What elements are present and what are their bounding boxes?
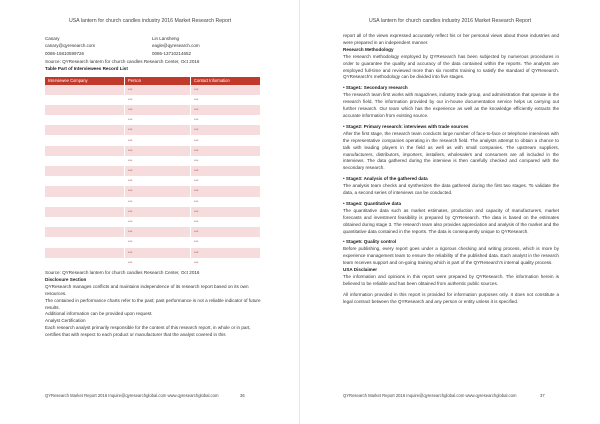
table-cell: *** bbox=[125, 227, 191, 237]
table-cell: *** bbox=[125, 197, 191, 207]
right-page-number: 37 bbox=[540, 393, 545, 398]
table-cell bbox=[45, 227, 125, 237]
table-row bbox=[45, 207, 261, 217]
stage-title: • Stage5: Quality control bbox=[343, 239, 397, 245]
table-cell bbox=[45, 135, 125, 145]
contact-phone: 0086-15810599726 bbox=[45, 50, 85, 56]
table-cell: *** bbox=[191, 248, 261, 258]
disclosure-paragraph: Each research analyst primarily responsible for the content of this research report, in whole or in part, certifies that with respect to each product or manufacturer that the analyst covered in this bbox=[45, 325, 251, 338]
disclosure-title: Disclosure Section bbox=[45, 276, 87, 282]
table-row bbox=[45, 125, 261, 135]
right-page-header: USA lantern for church candles industry 2016 Market Research Report bbox=[368, 18, 532, 24]
table-cell bbox=[45, 125, 125, 135]
table-cell: *** bbox=[191, 166, 261, 176]
table-cell bbox=[45, 186, 125, 196]
table-cell: *** bbox=[125, 237, 191, 247]
left-page-number: 36 bbox=[240, 393, 245, 398]
table-cell: *** bbox=[191, 95, 261, 105]
source-note bbox=[45, 59, 261, 73]
table-row bbox=[45, 166, 261, 176]
table-row bbox=[45, 85, 261, 95]
stage-text: The quantitative data such as market estimates, production and capacity of manufacturers, market forecasts and investment feasibility is prepared by QYResearch. The data is based on the estimates obtained during stage 3. The research team also provides appreciation and analysis of the market and the quantitative data contained in the reports. The data is consequently unique to QYResearch. bbox=[343, 207, 559, 234]
table-row bbox=[45, 227, 261, 237]
stage-text: The research team first works with magazines, industry trade group, and administration that operate in the research field. The information provided by our in-house documentation service helps us carrying out further research. Our team which has the experience as well as the knowledge efficiently extracts the accurate information from existing source. bbox=[343, 92, 559, 118]
table-cell: *** bbox=[191, 115, 261, 125]
table-cell bbox=[45, 166, 125, 176]
table-title: Table Part of Interviewees Record List bbox=[45, 65, 128, 71]
stage-title: • Stage4: Quantitative data bbox=[343, 200, 402, 206]
disclosure-paragraph: The contained in performance charts refer to the past; past performance is not a reliable indicator of future results. bbox=[45, 297, 261, 310]
table-cell: *** bbox=[125, 135, 191, 145]
intro-paragraph: report all of the views expressed accurately reflect his or her personal views about those industries and were prepared in an independent manner. bbox=[343, 33, 559, 45]
stage-title: • Stage2: Primary research: interviews with trade sources bbox=[343, 123, 469, 129]
contact-phone: 0086-13710214652 bbox=[152, 50, 192, 56]
table-cell bbox=[45, 207, 125, 217]
source-bottom: Source: QYResearch lantern for church candles Research Center, Oct 2016 bbox=[45, 270, 200, 275]
table-cell: *** bbox=[191, 217, 261, 227]
right-page-footer: QYResearch Market Report 2016 Inquire@qyresearchglobal.com www.qyresearchglobal.com bbox=[343, 393, 517, 398]
table-cell: *** bbox=[191, 207, 261, 217]
table-cell bbox=[45, 248, 125, 258]
table-row bbox=[45, 186, 261, 196]
table-cell: *** bbox=[191, 85, 261, 95]
contact-name: Lin Lansheng bbox=[152, 36, 180, 41]
table-row bbox=[45, 217, 261, 227]
table-cell bbox=[45, 156, 125, 166]
table-header-cell: Person bbox=[125, 77, 191, 85]
table-row bbox=[45, 248, 261, 258]
right-page-body bbox=[343, 33, 559, 306]
table-cell: *** bbox=[125, 186, 191, 196]
source-top: Source: QYResearch lantern for church candles Research Center, Oct 2016 bbox=[45, 59, 200, 64]
table-cell: *** bbox=[125, 146, 191, 156]
table-cell: *** bbox=[191, 227, 261, 237]
table-cell bbox=[45, 176, 125, 186]
table-cell bbox=[45, 258, 125, 268]
table-cell bbox=[45, 115, 125, 125]
interviewees-table bbox=[45, 77, 261, 268]
table-cell: *** bbox=[125, 166, 191, 176]
table-cell: *** bbox=[125, 248, 191, 258]
contact-email[interactable]: eagle@qyresearch.com bbox=[152, 43, 200, 49]
table-row bbox=[45, 237, 261, 247]
table-row bbox=[45, 115, 261, 125]
stage-title: • Stage1: Secondary research bbox=[343, 85, 408, 91]
table-cell: *** bbox=[191, 258, 261, 268]
table-cell: *** bbox=[191, 186, 261, 196]
table-cell: *** bbox=[125, 105, 191, 115]
table-row bbox=[45, 176, 261, 186]
table-cell: *** bbox=[125, 258, 191, 268]
stage-text: Before publishing, every report goes under a rigorous checking and writing process, which is more by experience management team to ensure the reliability of the published data. Each analyst in the research team receives support and on-going training which is part of the QYResearch's internal quality process. bbox=[343, 246, 559, 266]
table-header-cell: Contact Information bbox=[191, 77, 261, 85]
table-cell bbox=[45, 105, 125, 115]
disclaimer-title: USA Disclaimer bbox=[343, 267, 378, 273]
table-row bbox=[45, 95, 261, 105]
disclaimer-paragraph: The information and opinions in this report were prepared by QYResearch. The information herein is believed to be reliable and has been obtained from authentic public sources. bbox=[343, 274, 559, 286]
table-cell: *** bbox=[125, 156, 191, 166]
stage-text: After the first stage, the research team conducts large number of face-to-face or telephone interviews with the representative companies operating in the research field. The analysts attempt to obtain a chance to talk with leading players in the field as well as with small companies. The upstream suppliers, manufacturers, distributors, importers, installers, wholesalers and consumers are all included in the interviews. The data gathered during the interview is then carefully checked and compared with the secondary research. bbox=[343, 130, 559, 171]
table-cell bbox=[45, 85, 125, 95]
table-cell bbox=[45, 197, 125, 207]
table-cell: *** bbox=[125, 176, 191, 186]
disclosure-paragraph: QYResearch manages conflicts and maintains independence of its research report based on its own resources. bbox=[45, 283, 249, 296]
table-cell: *** bbox=[191, 146, 261, 156]
table-row bbox=[45, 135, 261, 145]
table-cell bbox=[45, 146, 125, 156]
stage-text: The analysis team checks and synthesizes the data gathered during the first two stages. To validate the data, a second series of interviews can be conducted. bbox=[343, 183, 559, 196]
table-cell: *** bbox=[125, 207, 191, 217]
table-cell: *** bbox=[191, 156, 261, 166]
right-page bbox=[300, 0, 600, 424]
table-row bbox=[45, 146, 261, 156]
table-cell: *** bbox=[191, 197, 261, 207]
disclosure-paragraph: Analyst Certification bbox=[45, 318, 86, 324]
table-cell: *** bbox=[125, 217, 191, 227]
table-cell: *** bbox=[125, 125, 191, 135]
methodology-title: Research Methodology bbox=[343, 46, 394, 52]
table-row bbox=[45, 105, 261, 115]
table-cell: *** bbox=[191, 105, 261, 115]
methodology-text: The research methodology employed by QYResearch has been subjected by numerous procedures in order to guarantee the quality and accuracy of the data contained within the reports. The analysts are employed full-time and reviewed more than six months training to satisfy the standard of QYResearch. QYResearch's methodology can be divided into five stages. bbox=[343, 53, 559, 80]
contact-card bbox=[45, 35, 95, 57]
left-page-header: USA lantern for church candles industry 2016 Market Research Report bbox=[68, 18, 232, 24]
table-cell: *** bbox=[125, 115, 191, 125]
table-cell: *** bbox=[191, 125, 261, 135]
table-header-cell: Interviewee Company bbox=[45, 77, 125, 85]
contact-card bbox=[152, 35, 200, 57]
table-cell: *** bbox=[191, 237, 261, 247]
table-row bbox=[45, 197, 261, 207]
contact-name: Canary bbox=[45, 36, 60, 41]
left-page-footer: QYResearch Market Report 2016 Inquire@qyresearchglobal.com www.qyresearchglobal.com bbox=[45, 393, 219, 398]
table-row bbox=[45, 156, 261, 166]
table-cell: *** bbox=[191, 176, 261, 186]
table-row bbox=[45, 258, 261, 268]
disclaimer-paragraph: All information provided in this report is provided for information purposes only. It does not constitute a legal contract between the QYResearch and any person or entity unless it is specified. bbox=[343, 291, 559, 304]
contact-email[interactable]: canary@qyresearch.com bbox=[45, 43, 96, 49]
table-cell: *** bbox=[125, 85, 191, 95]
table-cell bbox=[45, 95, 125, 105]
stage-title: • Stage3: Analysis of the gathered data bbox=[343, 176, 428, 182]
table-cell: *** bbox=[191, 135, 261, 145]
disclosure-paragraph: Additional information can be provided upon request. bbox=[45, 311, 153, 317]
table-cell bbox=[45, 237, 125, 247]
table-header-row bbox=[45, 77, 261, 85]
table-cell: *** bbox=[125, 95, 191, 105]
table-cell bbox=[45, 217, 125, 227]
disclosure-section bbox=[45, 270, 261, 339]
